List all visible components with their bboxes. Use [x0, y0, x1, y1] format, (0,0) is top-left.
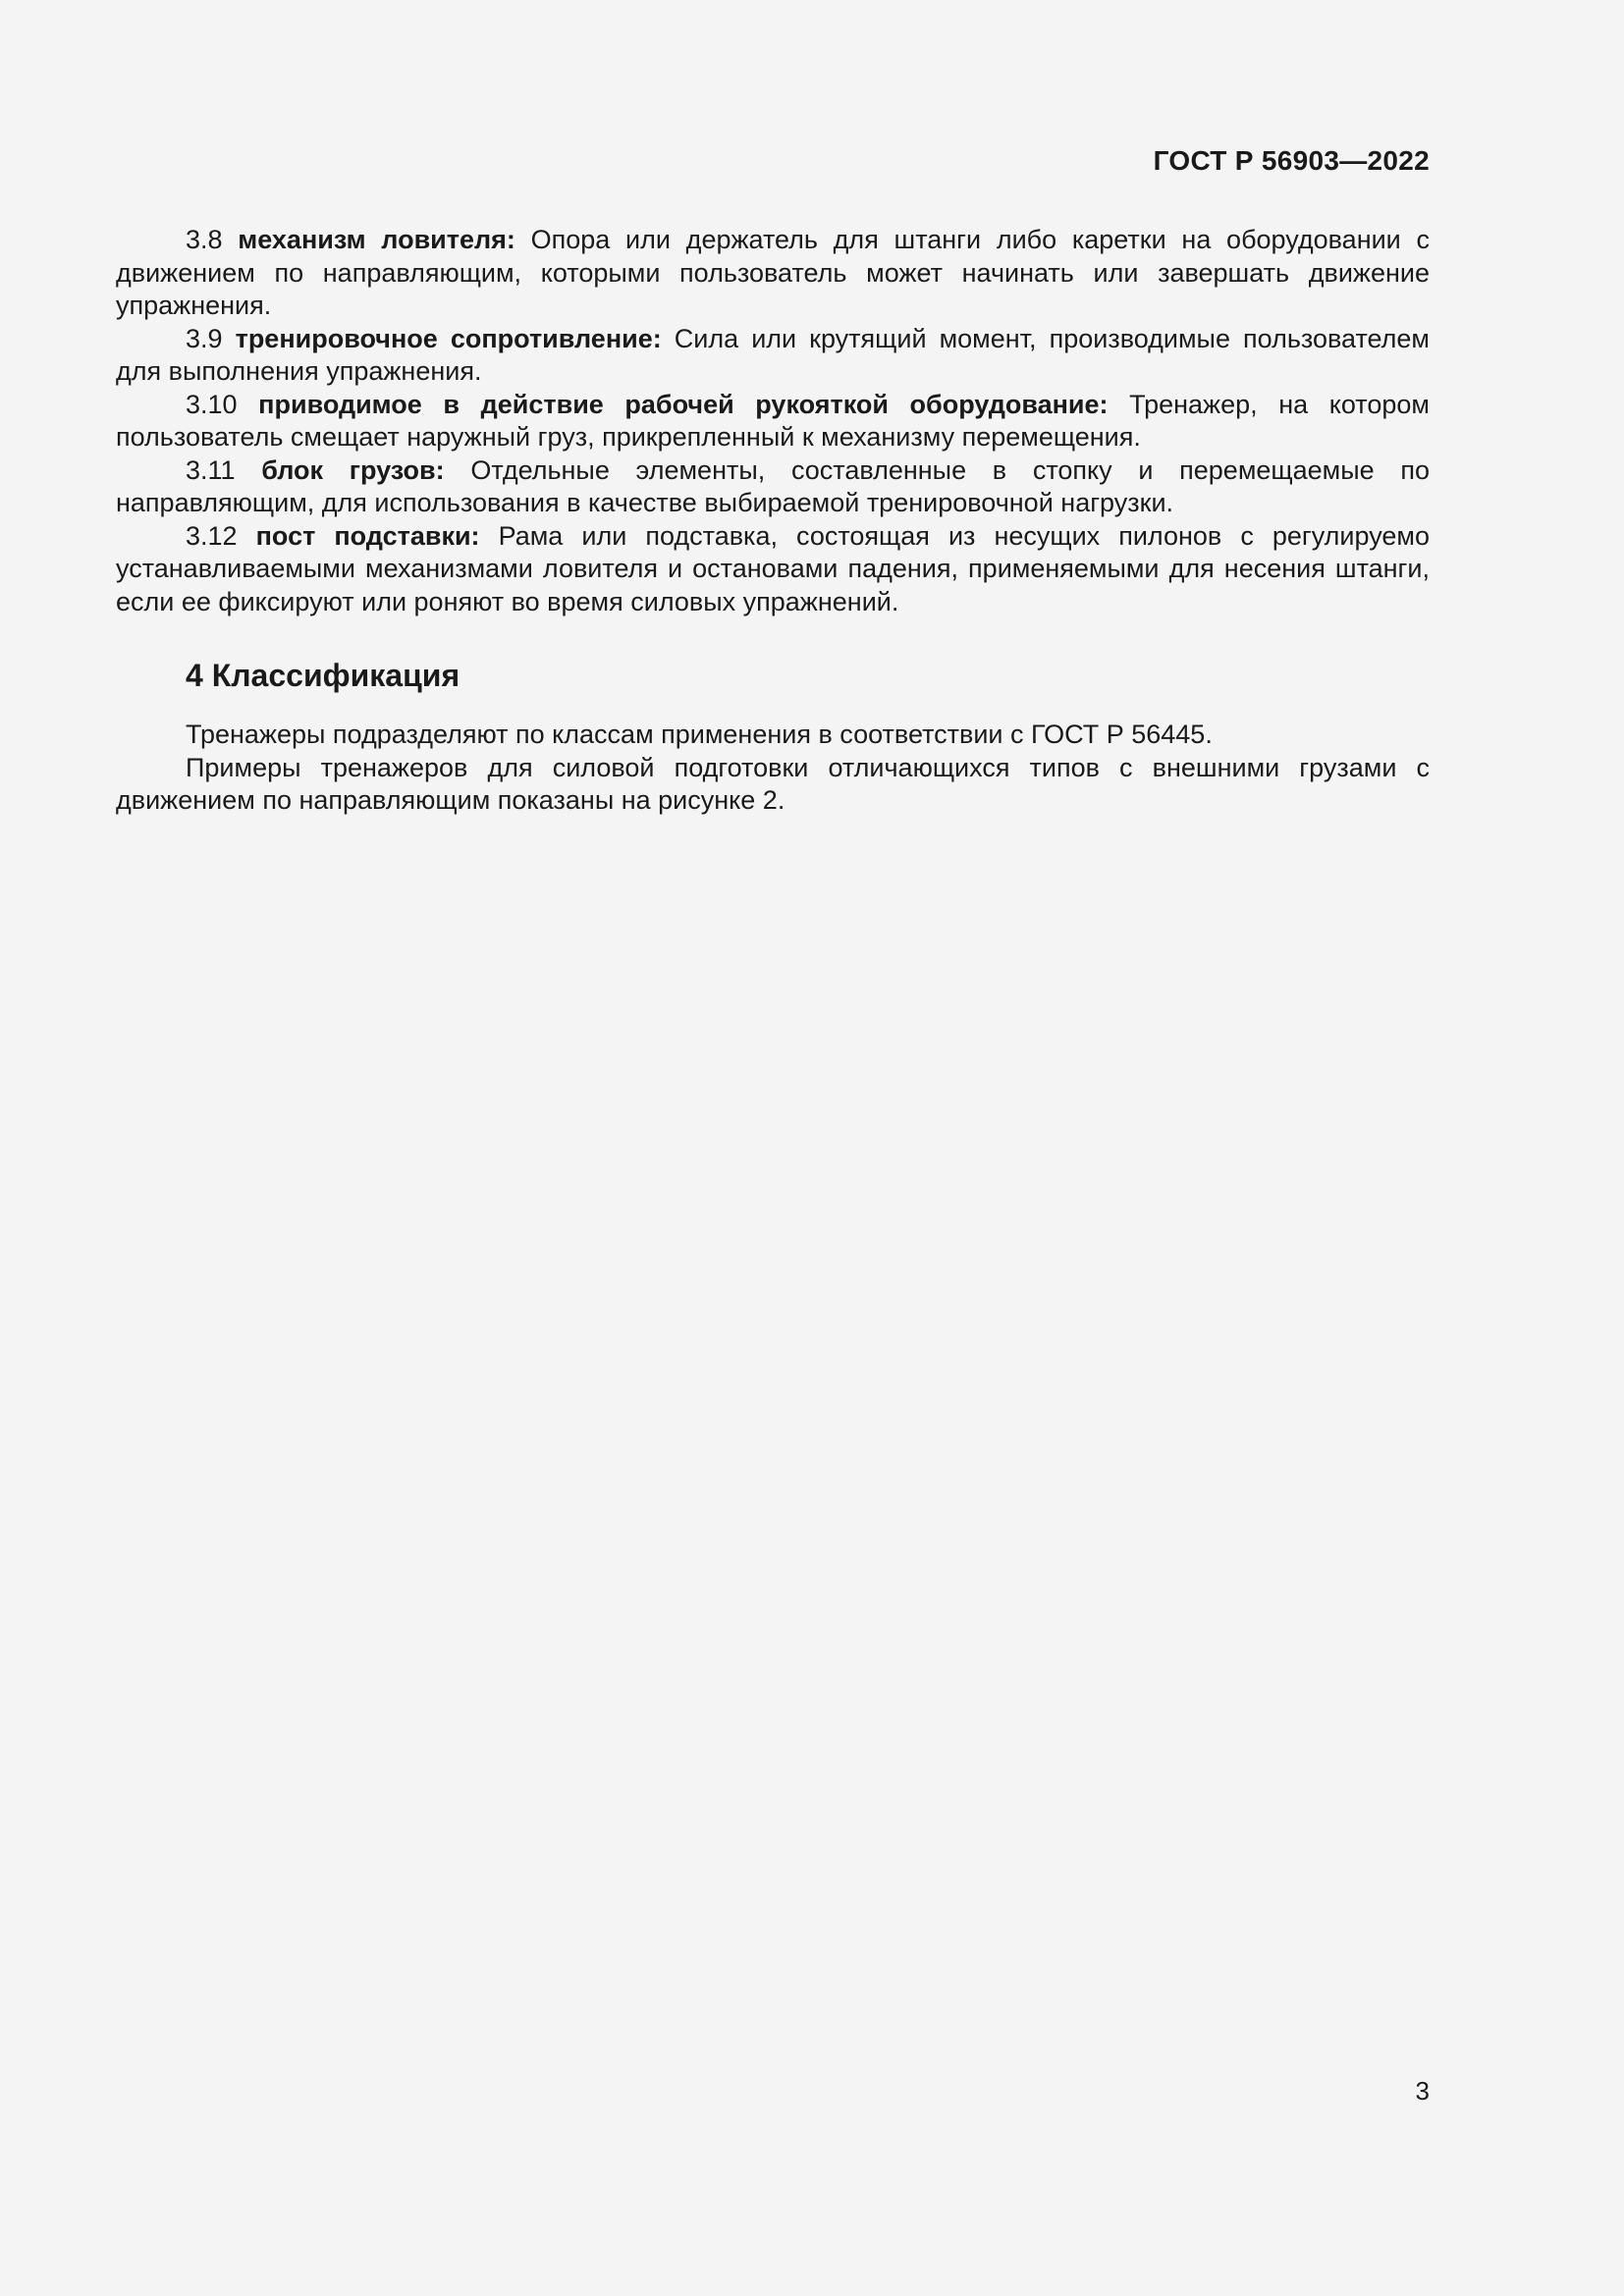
definition-text: Опора или держатель для штанги либо каретки на оборудовании с движением по направляющим, которыми пользователь может начинать или завершать движение упражнения.	[116, 225, 1430, 320]
definition-text: Отдельные элементы, составленные в стопку и перемещаемые по направляющим, для использования в качестве выбираемой тренировочной нагрузки.	[116, 454, 1430, 517]
definition-term: механизм ловителя:	[238, 225, 515, 254]
section-paragraph: Тренажеры подразделяют по классам применения в соответствии с ГОСТ Р 56445.	[186, 720, 1213, 749]
document-code-header: ГОСТ Р 56903—2022	[1153, 145, 1430, 176]
definition-number: 3.12	[186, 520, 238, 551]
definition-text: Сила или крутящий момент, производимые пользователем для выполнения упражнения.	[116, 323, 1430, 386]
page-number: 3	[1415, 2076, 1430, 2106]
page-content	[116, 224, 1430, 818]
definition-3-10	[116, 389, 1430, 454]
definition-term: приводимое в действие рабочей рукояткой оборудование:	[258, 389, 1109, 419]
definition-3-9	[116, 323, 1430, 389]
definition-term: тренировочное сопротивление:	[235, 323, 662, 353]
definition-term: пост подставки:	[255, 520, 480, 551]
definition-term: блок грузов:	[261, 454, 445, 485]
definition-number: 3.11	[186, 454, 236, 485]
definition-number: 3.8	[186, 225, 223, 254]
section-title-classification: 4 Классификация	[186, 658, 460, 693]
definition-3-12	[116, 520, 1430, 619]
definition-3-11	[116, 454, 1430, 520]
definition-text: Тренажер, на котором пользователь смещает наружный груз, прикрепленный к механизму перемещения.	[116, 389, 1430, 452]
definition-3-8	[116, 224, 1430, 323]
section-paragraph: Примеры тренажеров для силовой подготовки отличающихся типов с внешними грузами с движением по направляющим показаны на рисунке 2.	[116, 752, 1430, 815]
definition-text: Рама или подставка, состоящая из несущих пилонов с регулируемо устанавливаемыми механизмами ловителя и остановами падения, применяемыми для несения штанги, если ее фиксируют или роняют во время силовых упражнений.	[116, 520, 1430, 616]
definition-number: 3.9	[186, 323, 223, 353]
definition-number: 3.10	[186, 389, 238, 419]
